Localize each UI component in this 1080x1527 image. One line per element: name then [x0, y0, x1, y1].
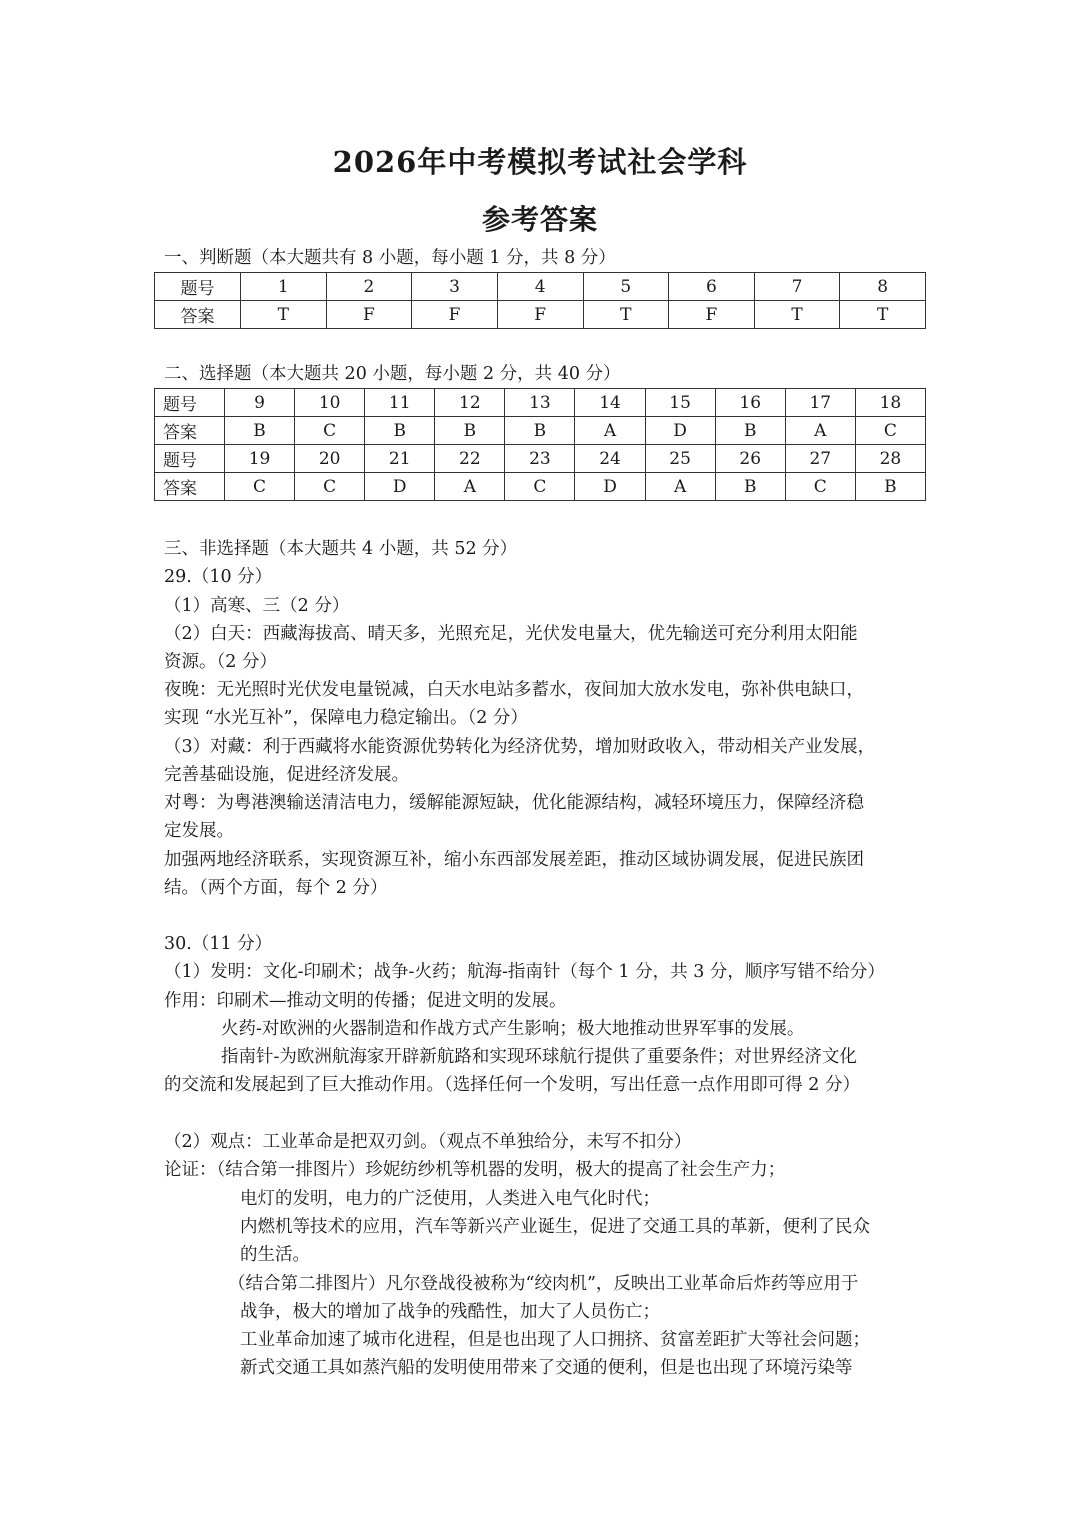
answer-text-line: 火药-对欧洲的火器制造和作战方式产生影响；极大地推动世界军事的发展。	[221, 1019, 805, 1039]
question-number: 26	[715, 445, 785, 473]
answer-cell: B	[225, 417, 295, 445]
answer-cell: T	[583, 301, 669, 329]
answer-cell: F	[669, 301, 755, 329]
answer-text-line: 论证：（结合第一排图片）珍妮纺纱机等机器的发明，极大的提高了社会生产力；	[164, 1160, 786, 1180]
answer-cell: A	[785, 417, 855, 445]
answer-text-line: （2）白天：西藏海拔高、晴天多，光照充足，光伏发电量大，优先输送可充分利用太阳能	[164, 624, 858, 644]
answer-text-line: 新式交通工具如蒸汽船的发明使用带来了交通的便利，但是也出现了环境污染等	[240, 1358, 853, 1378]
answer-text-line: 对粤：为粤港澳输送清洁电力，缓解能源短缺，优化能源结构，减轻环境压力，保障经济稳	[164, 793, 864, 813]
answer-text-line: 结。（两个方面，每个 2 分）	[164, 878, 388, 898]
answer-cell: C	[785, 473, 855, 501]
question-number: 23	[505, 445, 575, 473]
question-number: 7	[754, 273, 840, 301]
question-number: 24	[575, 445, 645, 473]
answer-text-line: 战争，极大的增加了战争的残酷性，加大了人员伤亡；	[240, 1302, 660, 1322]
question-number: 16	[715, 389, 785, 417]
answer-cell: C	[295, 473, 365, 501]
q29-title: 29.（10 分）	[164, 567, 273, 587]
row-label: 题号	[155, 273, 241, 301]
answer-cell: F	[326, 301, 412, 329]
question-number: 9	[225, 389, 295, 417]
answer-text-line: 内燃机等技术的应用，汽车等新兴产业诞生，促进了交通工具的革新，便利了民众	[240, 1217, 870, 1237]
question-number: 8	[840, 273, 926, 301]
answer-text-line: 作用：印刷术—推动文明的传播；促进文明的发展。	[164, 991, 567, 1011]
answer-text-line: 工业革命加速了城市化进程，但是也出现了人口拥挤、贫富差距扩大等社会问题；	[240, 1330, 870, 1350]
page-subtitle: 参考答案	[481, 203, 598, 236]
answer-text-line: 夜晚：无光照时光伏发电量锐减，白天水电站多蓄水，夜间加大放水发电，弥补供电缺口，	[164, 680, 864, 700]
question-number: 11	[365, 389, 435, 417]
answer-cell: A	[645, 473, 715, 501]
answer-cell: B	[365, 417, 435, 445]
question-number: 4	[497, 273, 583, 301]
multiple-choice-answer-table	[154, 388, 926, 501]
question-number: 28	[855, 445, 925, 473]
table-row-numbers	[155, 389, 926, 417]
answer-cell: B	[715, 473, 785, 501]
question-number: 27	[785, 445, 855, 473]
answer-cell: D	[365, 473, 435, 501]
answer-cell: T	[241, 301, 327, 329]
section3-heading: 三、非选择题（本大题共 4 小题，共 52 分）	[164, 539, 518, 559]
question-number: 2	[326, 273, 412, 301]
answer-text-line: 的交流和发展起到了巨大推动作用。（选择任何一个发明，写出任意一点作用即可得 2 分）	[164, 1075, 861, 1095]
answer-cell: A	[435, 473, 505, 501]
answer-text-line: 的生活。	[240, 1245, 310, 1265]
table-row-answers	[155, 417, 926, 445]
answer-text-line: 定发展。	[164, 821, 234, 841]
answer-text-line: 电灯的发明，电力的广泛使用，人类进入电气化时代；	[240, 1189, 660, 1209]
question-number: 18	[855, 389, 925, 417]
question-number: 1	[241, 273, 327, 301]
question-number: 25	[645, 445, 715, 473]
answer-text-line: 完善基础设施，促进经济发展。	[164, 765, 409, 785]
page-title: 2026年中考模拟考试社会学科	[332, 145, 748, 179]
answer-cell: B	[505, 417, 575, 445]
question-number: 10	[295, 389, 365, 417]
row-label: 答案	[155, 301, 241, 329]
q30-title: 30.（11 分）	[164, 934, 273, 954]
section1-heading: 一、判断题（本大题共有 8 小题，每小题 1 分，共 8 分）	[164, 248, 616, 268]
answer-cell: C	[295, 417, 365, 445]
row-label: 答案	[155, 473, 225, 501]
question-number: 19	[225, 445, 295, 473]
answer-cell: T	[840, 301, 926, 329]
answer-cell: B	[715, 417, 785, 445]
answer-cell: B	[855, 473, 925, 501]
answer-text-line: 加强两地经济联系，实现资源互补，缩小东西部发展差距，推动区域协调发展，促进民族团	[164, 850, 864, 870]
answer-cell: C	[855, 417, 925, 445]
answer-cell: B	[435, 417, 505, 445]
answer-cell: T	[754, 301, 840, 329]
answer-cell: F	[412, 301, 498, 329]
question-number: 13	[505, 389, 575, 417]
question-number: 6	[669, 273, 755, 301]
answer-cell: D	[645, 417, 715, 445]
table-row-numbers	[155, 273, 926, 301]
answer-text-line: （结合第二排图片）凡尔登战役被称为“绞肉机”，反映出工业革命后炸药等应用于	[228, 1274, 859, 1294]
answer-cell: A	[575, 417, 645, 445]
question-number: 5	[583, 273, 669, 301]
section2-heading: 二、选择题（本大题共 20 小题，每小题 2 分，共 40 分）	[164, 364, 621, 384]
answer-cell: F	[497, 301, 583, 329]
answer-text-line: （3）对藏：利于西藏将水能资源优势转化为经济优势，增加财政收入，带动相关产业发展，	[164, 737, 876, 757]
table-row-numbers	[155, 445, 926, 473]
question-number: 15	[645, 389, 715, 417]
question-number: 14	[575, 389, 645, 417]
answer-cell: C	[505, 473, 575, 501]
answer-cell: D	[575, 473, 645, 501]
answer-text-line: （1）高寒、三（2 分）	[164, 596, 350, 616]
answer-text-line: 资源。（2 分）	[164, 652, 277, 672]
question-number: 20	[295, 445, 365, 473]
answer-text-line: 指南针-为欧洲航海家开辟新航路和实现环球航行提供了重要条件；对世界经济文化	[221, 1047, 857, 1067]
question-number: 17	[785, 389, 855, 417]
question-number: 3	[412, 273, 498, 301]
answer-text-line: （1）发明：文化-印刷术；战争-火药；航海-指南针（每个 1 分，共 3 分，顺序写错不给分）	[164, 962, 885, 982]
true-false-answer-table	[154, 272, 926, 329]
table-row-answers	[155, 301, 926, 329]
row-label: 答案	[155, 417, 225, 445]
question-number: 22	[435, 445, 505, 473]
answer-text-line: （2）观点：工业革命是把双刃剑。（观点不单独给分，未写不扣分）	[164, 1132, 692, 1152]
question-number: 12	[435, 389, 505, 417]
question-number: 21	[365, 445, 435, 473]
table-row-answers	[155, 473, 926, 501]
answer-cell: C	[225, 473, 295, 501]
row-label: 题号	[155, 389, 225, 417]
answer-text-line: 实现 “水光互补”，保障电力稳定输出。（2 分）	[164, 708, 528, 728]
row-label: 题号	[155, 445, 225, 473]
